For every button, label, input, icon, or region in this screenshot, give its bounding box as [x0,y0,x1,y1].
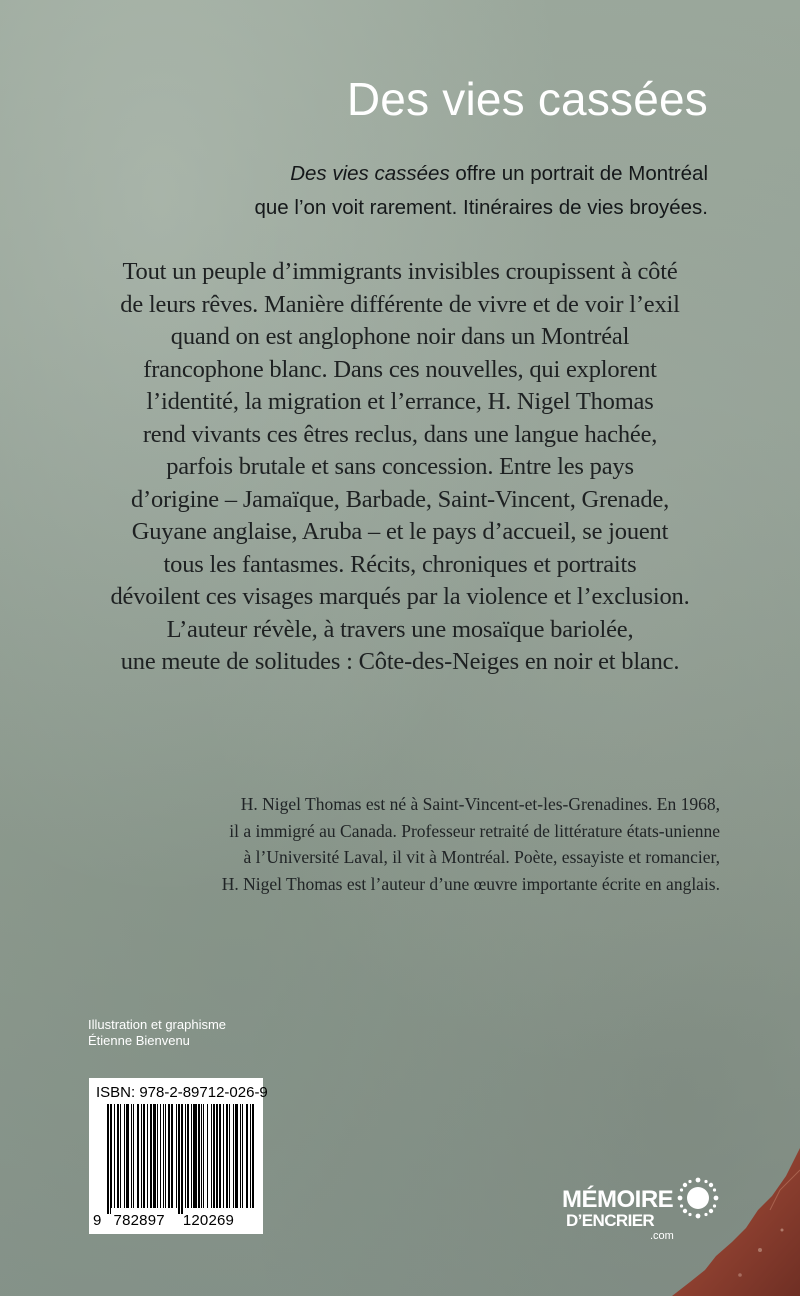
book-summary [70,256,730,679]
tagline-line-2: que l’on voit rarement. Itinéraires de vies broyées. [254,196,708,219]
summary-line: dévoilent ces visages marqués par la violence et l’exclusion. [110,583,690,610]
publisher-name: MÉMOIRE [562,1186,674,1213]
isbn-barcode-block [89,1078,268,1234]
barcode-icon [89,1078,263,1234]
publisher-logo [558,1172,728,1252]
bio-line: à l’Université Laval, il vit à Montréal. Poète, essayiste et romancier, [243,847,720,867]
summary-line: rend vivants ces êtres reclus, dans une langue hachée, [142,420,658,448]
summary-line: Guyane anglaise, Aruba – et le pays d’accueil, se jouent [131,518,669,545]
credits-role: Illustration et graphisme [88,1017,227,1032]
bio-line: H. Nigel Thomas est l’auteur d’une œuvre importante écrite en anglais. [221,873,720,894]
summary-line: L’auteur révèle, à travers une mosaïque bariolée, [166,615,634,643]
credits-name: Étienne Bienvenu [88,1033,190,1048]
tagline-line-1 [108,157,708,191]
ean-right-group: 120269 [182,1212,235,1229]
tagline [108,157,708,225]
summary-line: francophone blanc. Dans ces nouvelles, qui explorent [143,355,657,383]
summary-line: tous les fantasmes. Récits, chroniques et portraits [163,550,637,578]
illustration-credits [88,1017,226,1049]
summary-line: parfois brutale et sans concession. Entre les pays [166,453,634,480]
summary-line: de leurs rêves. Manière différente de vivre et de voir l’exil [120,290,680,318]
ean-digits [93,1212,259,1229]
book-title: Des vies cassées [346,73,708,125]
bio-line: il a immigré au Canada. Professeur retraité de littérature états-unienne [229,820,720,841]
sun-burst-icon [676,1176,720,1220]
ean-left-group: 782897 [113,1212,165,1229]
tagline-line-1-rest: offre un portrait de Montréal [449,162,708,185]
publisher-subname: D’ENCRIER [566,1211,655,1230]
publisher-domain: .com [650,1230,674,1242]
summary-line: d’origine – Jamaïque, Barbade, Saint-Vincent, Grenade, [130,485,670,513]
bio-line: H. Nigel Thomas est né à Saint-Vincent-et-les-Grenadines. En 1968, [240,794,720,814]
tagline-title-italic: Des vies cassées [290,162,450,185]
author-bio [80,791,720,897]
summary-line: une meute de solitudes : Côte-des-Neiges en noir et blanc. [120,648,680,675]
summary-line: l’identité, la migration et l’errance, H. Nigel Thomas [146,388,654,415]
summary-line: Tout un peuple d’immigrants invisibles croupissent à côté [122,258,678,285]
summary-line: quand on est anglophone noir dans un Montréal [170,323,630,350]
isbn-label: ISBN: 978-2-89712-026-9 [96,1084,268,1101]
ean-first-digit: 9 [93,1212,102,1229]
